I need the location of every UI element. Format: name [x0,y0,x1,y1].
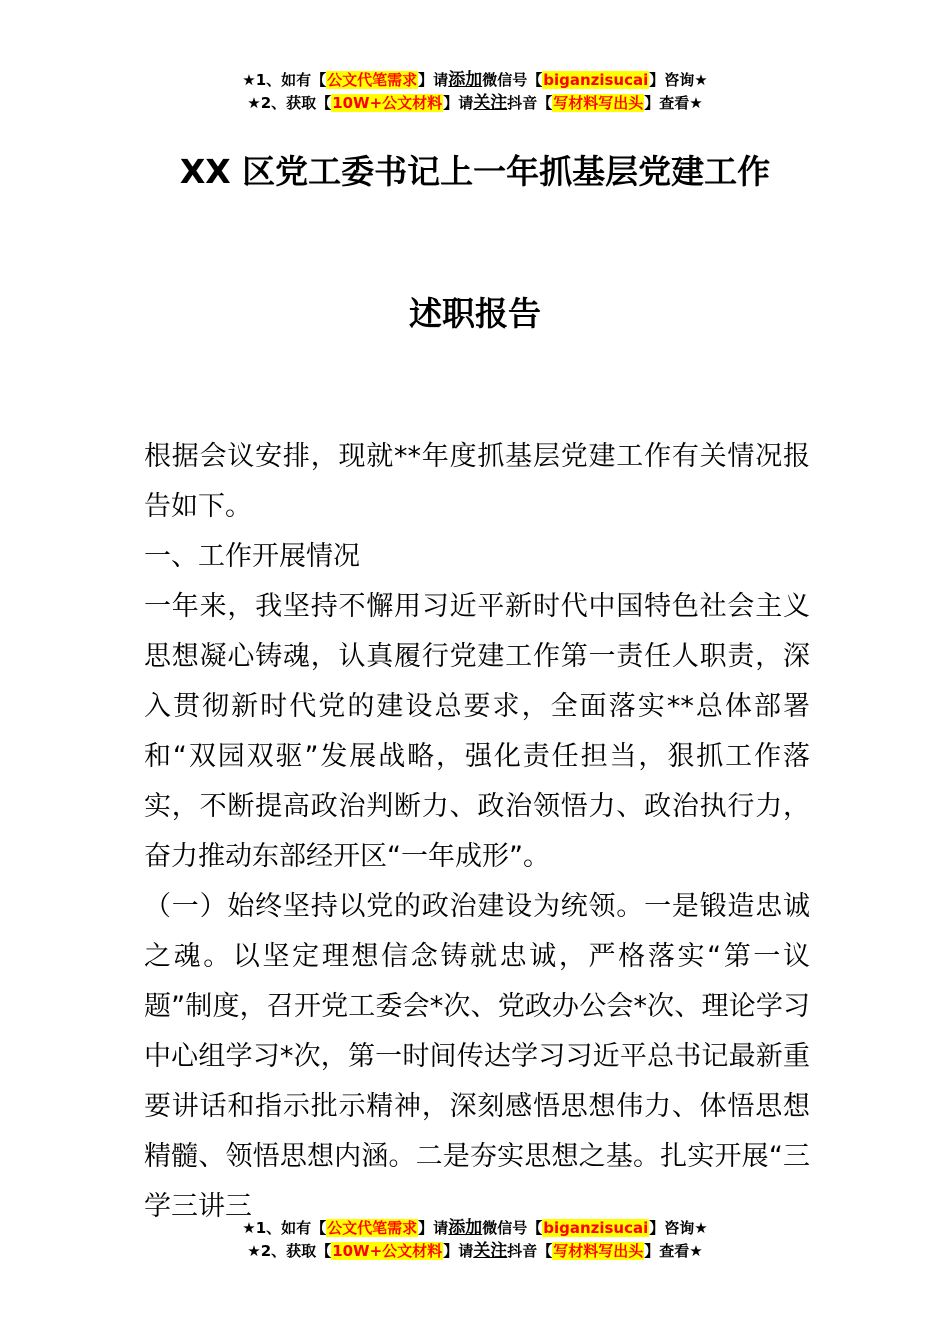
underlined-text: 关注 [473,93,508,113]
banner-text: 微信号【 [482,71,543,89]
highlight-douyin: 写材料写出头 [553,94,644,112]
paragraph-overview: 一年来，我坚持不懈用习近平新时代中国特色社会主义思想凝心铸魂，认真履行党建工作第一责任人职责，深入贯彻新时代党的建设总要求，全面落实**总体部署和“双园双驱”发展战略，强化责任担当，狠抓工作落实，不断提高政治判断力、政治领悟力、政治执行力，奋力推动东部经开区“一年成形”。 [144,591,810,872]
banner-text: 】请 [443,94,474,112]
highlight-materials: 10W+公文材料 [332,94,443,112]
document-body [144,432,810,1232]
section-heading: 一、工作开展情况 [144,541,360,572]
banner-text: ★1、如有【 [242,1219,327,1237]
banner-text: 抖音【 [507,94,553,112]
document-title-line-2: 述职报告 [409,294,541,333]
underlined-text: 添加 [448,1218,483,1238]
bottom-banner [0,1217,950,1263]
banner-text: 】咨询★ [649,71,708,89]
banner-text: ★1、如有【 [242,71,327,89]
highlight-service: 公文代笔需求 [327,1219,418,1237]
highlight-wechat-id: biganzisucai [543,71,649,89]
banner-text: 】请 [443,1242,474,1260]
banner-text: 微信号【 [482,1219,543,1237]
highlight-wechat-id: biganzisucai [543,1219,649,1237]
banner-text: ★2、获取【 [247,1242,332,1260]
banner-text: 】请 [418,71,449,89]
banner-text: 】查看★ [644,1242,703,1260]
banner-line-2 [0,1240,950,1263]
top-banner [0,69,950,115]
banner-line-2 [0,92,950,115]
banner-text: 】请 [418,1219,449,1237]
banner-line-1 [0,69,950,92]
banner-text: 】查看★ [644,94,703,112]
paragraph-political-building: （一）始终坚持以党的政治建设为统领。一是锻造忠诚之魂。以坚定理想信念铸就忠诚，严格落实“第一议题”制度，召开党工委会*次、党政办公会*次、理论学习中心组学习*次，第一时间传达学习习近平总书记最新重要讲话和指示批示精神，深刻感悟思想伟力、体悟思想精髓、领悟思想内涵。二是夯实思想之基。扎实开展“三学三讲三 [144,891,810,1222]
paragraph-intro: 根据会议安排，现就**年度抓基层党建工作有关情况报告如下。 [144,441,810,522]
banner-text: ★2、获取【 [247,94,332,112]
document-title-line-1: XX 区党工委书记上一年抓基层党建工作 [179,152,771,191]
highlight-service: 公文代笔需求 [327,71,418,89]
highlight-douyin: 写材料写出头 [553,1242,644,1260]
banner-text: 】咨询★ [649,1219,708,1237]
banner-line-1 [0,1217,950,1240]
highlight-materials: 10W+公文材料 [332,1242,443,1260]
underlined-text: 关注 [473,1241,508,1261]
underlined-text: 添加 [448,70,483,90]
banner-text: 抖音【 [507,1242,553,1260]
